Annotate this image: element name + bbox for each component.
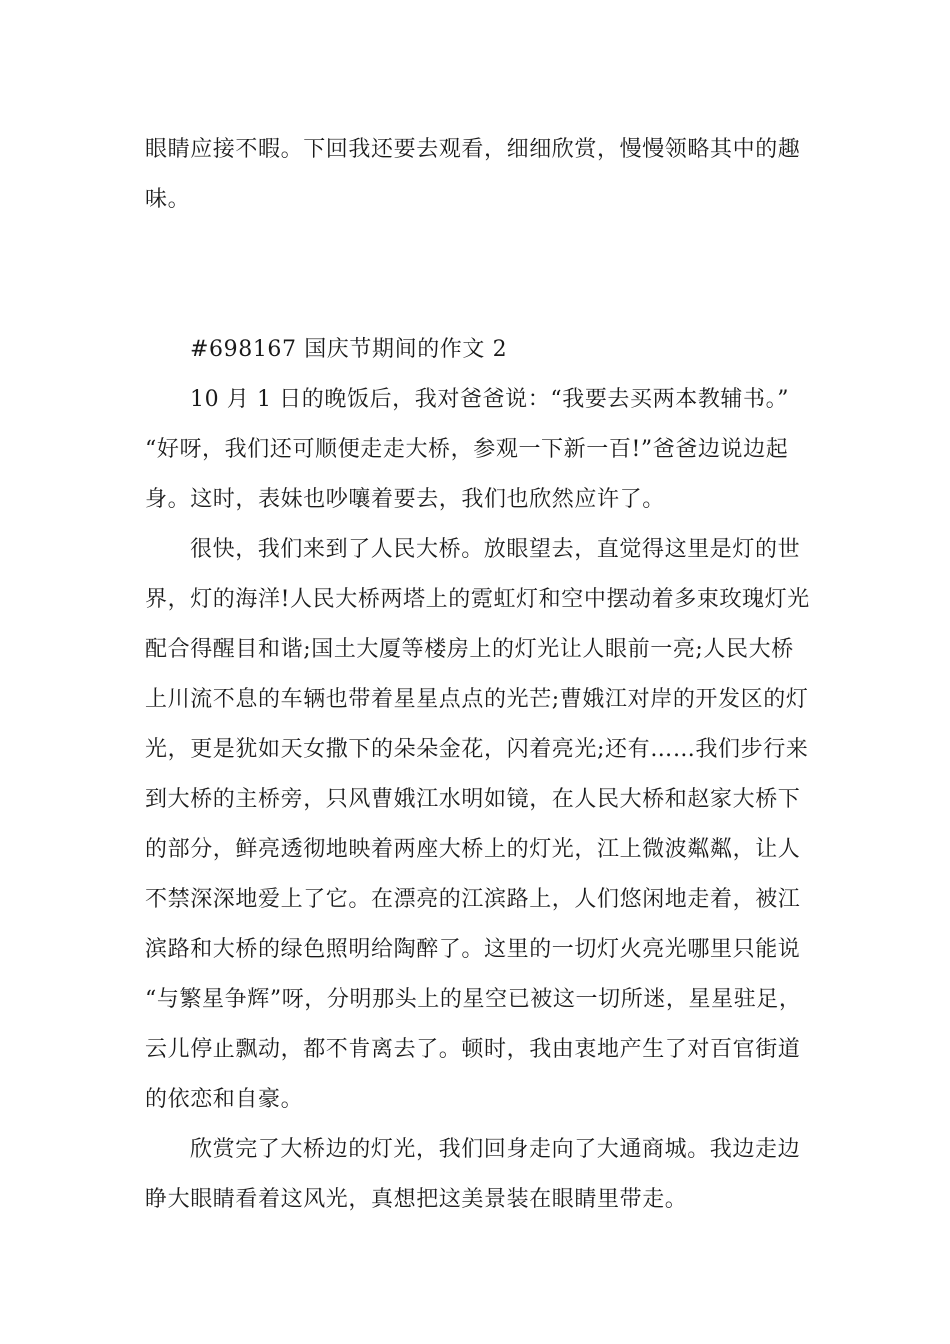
text-line: 睁大眼睛看着这风光，真想把这美景装在眼睛里带走。 <box>145 1187 688 1212</box>
text-line: 云儿停止飘动，都不肯离去了。顿时，我由衷地产生了对百官街道 <box>145 1037 801 1062</box>
text-line: 的部分，鲜亮透彻地映着两座大桥上的灯光，江上微波粼粼，让人 <box>145 837 801 862</box>
text-line: “好呀，我们还可顺便走走大桥，参观一下新一百!”爸爸边说边起 <box>145 437 789 462</box>
text-line: 到大桥的主桥旁，只风曹娥江水明如镜，在人民大桥和赵家大桥下 <box>145 787 801 812</box>
text-line: 滨路和大桥的绿色照明给陶醉了。这里的一切灯火亮光哪里只能说 <box>145 937 801 962</box>
text-line: 界，灯的海洋!人民大桥两塔上的霓虹灯和空中摆动着多束玫瑰灯光 <box>145 587 810 612</box>
essay-title: #698167 国庆节期间的作文 2 <box>190 337 508 362</box>
paragraph-3 <box>145 1125 815 1225</box>
paragraph-1 <box>145 375 815 525</box>
text-line: 身。这时，表妹也吵嚷着要去，我们也欣然应许了。 <box>145 487 665 512</box>
text-line: 欣赏完了大桥边的灯光，我们回身走向了大通商城。我边走边 <box>190 1137 801 1162</box>
essay-2 <box>145 325 815 1225</box>
text-line: 光，更是犹如天女撒下的朵朵金花，闪着亮光;还有……我们步行来 <box>145 737 809 762</box>
previous-essay-ending <box>145 125 815 225</box>
text-line: 很快，我们来到了人民大桥。放眼望去，直觉得这里是灯的世 <box>190 537 801 562</box>
text-line: 10 月 1 日的晚饭后，我对爸爸说：“我要去买两本教辅书。” <box>190 387 790 412</box>
paragraph-2 <box>145 525 815 1125</box>
text-line: 眼睛应接不暇。下回我还要去观看，细细欣赏，慢慢领略其中的趣 <box>145 137 801 162</box>
text-line: 味。 <box>145 187 191 212</box>
text-line: 的依恋和自豪。 <box>145 1087 304 1112</box>
text-line: 不禁深深地爱上了它。在漂亮的江滨路上，人们悠闲地走着，被江 <box>145 887 801 912</box>
text-line: 上川流不息的车辆也带着星星点点的光芒;曹娥江对岸的开发区的灯 <box>145 687 809 712</box>
text-line: “与繁星争辉”呀，分明那头上的星空已被这一切所迷，星星驻足， <box>145 987 802 1012</box>
text-line: 配合得醒目和谐;国土大厦等楼房上的灯光让人眼前一亮;人民大桥 <box>145 637 794 662</box>
